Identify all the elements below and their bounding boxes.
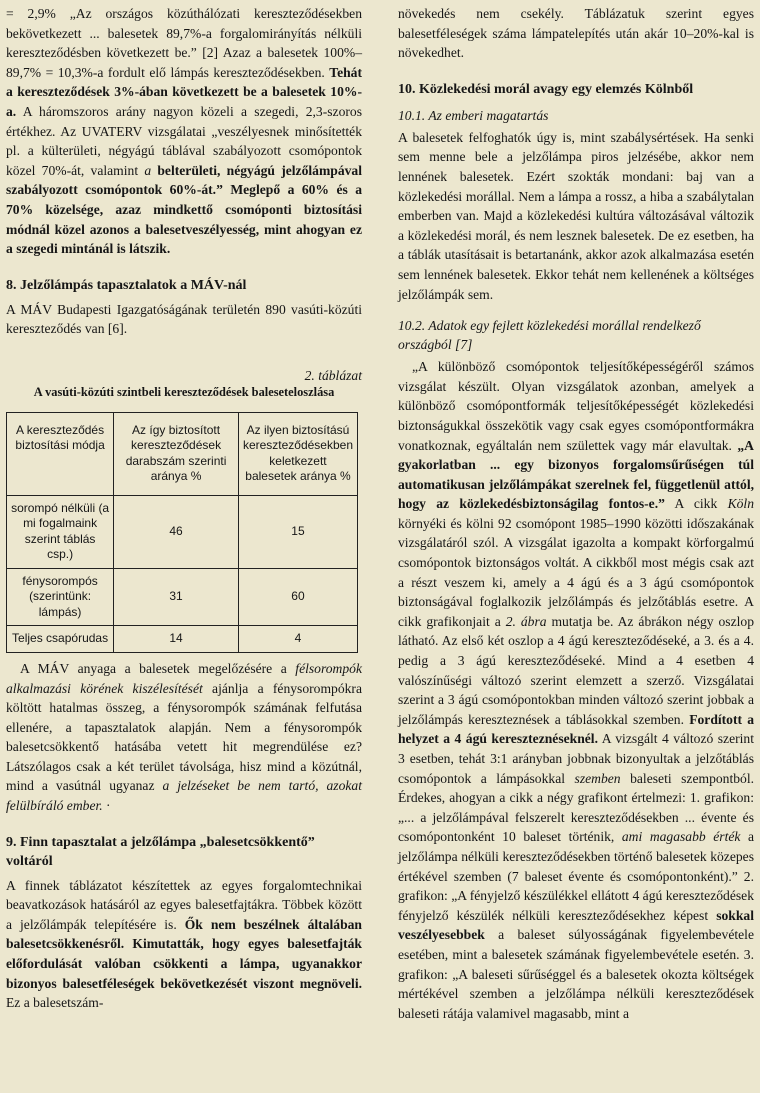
text-run: A háromszoros arány nagyon közeli a szegedi, 2,3-szoros értékhez. Az UVATERV vizsgálatai „veszélyesnek minősítették pl. a külterületi, négyágú táblával szabályozott csomópontok közel 70%-át, valamint [6,103,362,178]
table-row [7,495,358,568]
table-header-row [7,412,358,495]
text-run: = 2,9% „Az országos közúthálózati kereszteződésekben bekövetkezett ... balesetek 89,7%-a forgalomirányítás nélküli kereszteződésben következett be.” [2] Azaz a balesetek 100%–89,7% = 10,3%-a fordult elő lámpás kereszteződésekben. [6,6,362,80]
row-accident-share: 4 [238,626,357,653]
table-title: A vasúti-közúti szintbeli kereszteződések baleseteloszlása [33,384,335,399]
text-run: ajánlja a fénysorompókra költött hatalmas összeg, a fénysorompók számának felfutása ellenére, a tapasztalatok alapján. Nem a fénysorompók balesetcsökkentő hatásába vetett hit megrendülése ez? Látszólagos csak a két terület távolsága, hisz mind a közútnál, mind a vasútnál ugyanaz [6,680,362,794]
text-run: sokkal veszélyesebbek [398,907,754,943]
text-run: Ők nem beszélnek általában balesetcsökkenésről. Kimutatták, hogy egyes balesetfajták előfordulását valóban csökkenti a lámpa, ugyanakkor bizonyos balesetféleségek bekövetkezését viszont megnöveli. [6,916,362,991]
row-accident-share: 60 [238,568,357,626]
text-run: a jelzőlámpa nélküli kereszteződésekben történő balesetek közepes értékével szemben (7 baleset évente és csomópontonként).” 2. grafikon: „A fényjelző készülékkel ellátott 4 ágú kereszteződések fényjelző készülék nélküli kereszteződésekhez képest [398,829,755,923]
left-paragraph-3 [6,659,362,816]
text-run: · [102,798,111,814]
right-column [398,4,754,1023]
header-accident-share: Az ilyen biztosítású kereszteződésekben keletkezett balesetek aránya % [238,412,357,495]
header-protection-mode: A kereszteződés biztosítási módja [7,412,114,495]
text-run: A balesetek felfoghatók úgy is, mint szabálysértések. Ha senki sem menne bele a jelzőlámpa piros jelzésébe, akkor nem lennének balesetek. Ezért szokták mondani: baj van a közlekedési morállal. Nem a lámpa a rossz, a hiba a szabálytalan emberben van. Majd a közlekedési kultúra változásával változik a közlekedési morál, és nem lesznek balesetek. De ez esetben, ha a táblák utasításait is betartanánk, akkor azok alkalmazása esetén sem lennének balesetek. Ekkor tehát nem kellenének a költséges jelzőlámpák sem. [398,129,754,302]
row-count-share: 14 [114,626,239,653]
section-10-1-heading: 10.1. Az emberi magatartás [398,107,549,123]
right-paragraph-2 [398,128,754,304]
section-9-heading: 9. Finn tapasztalat a jelzőlámpa „balesetcsökkentő” voltáról [6,834,315,869]
text-run: baleseti szempontból. Érdekes, ahogyan a cikk a négy grafikont értelmezi: 1. grafikon: „... a jelzőlámpával felszerelt kereszteződésekben ... évente és csomópontonként 10 baleset történik, [398,770,755,845]
section-8-heading: 8. Jelzőlámpás tapasztalatok a MÁV-nál [6,277,247,293]
text-run: növekedés nem csekély. Táblázatuk szerint egyes balesetféleségek száma lámpatelepítés után akár 10–20%-kal is növekedhet. [398,6,754,61]
table-caption: 2. táblázat [304,367,362,383]
table-row [7,626,358,653]
text-run: belterületi, négyágú jelzőlámpával szabályozott csomópontok 60%-át.” Meglepő a 60% és a 70% közelsége, azaz mindkettő csomóponti biztosítási módnál közel azonos a balesetveszélyesség, mint ahogyan ez a szegedi mintánál is látszik. [6,162,362,257]
text-run: a [144,162,152,178]
text-run: a baleset súlyosságának figyelembevétele esetében, mint a balesetek számának figyelembevétele esetén. 3. grafikon: „A baleseti sűrűséggel és a balesetek okozta költségek mértékével szemben a jelzőlámpa nélküli kereszteződések baleseti rátája valamivel magasabb, mint a [398,927,754,1021]
text-run: Ez a balesetszám- [6,995,104,1011]
row-count-share: 31 [114,568,239,626]
section-10-2-heading: 10.2. Adatok egy fejlett közlekedési morállal rendelkező országból [7] [398,318,701,353]
text-run: A vizsgált 4 változó szerint 3 esetben, tehát 3:1 arányban jobbnak bizonyultak a jelzőtáblás csomópontok a lámpásokkal [398,731,754,786]
text-run: a jelzéseket be nem tartó, azokat felülbíráló ember. [6,778,362,814]
header-count-share: Az így biztosított kereszteződések darabszám szerinti aránya % [114,412,239,495]
text-run: mutatja be. Az ábrákon négy oszlop látható. Az első két oszlop a 4 ágú kereszteződéseké, a 3. és a 4. pedig a 3 ágú kereszteződéseké. Mind a 4 esetben 4 valószínűségi változó szerint elemzett a szerző. Vizsgálatai szerint a 3 ágú csomópontokban minden változó szerint jobbak a jelzőlámpás kereszteznések a táblásokkal szemben. [398,613,754,727]
left-column [6,4,362,1013]
text-run: környéki és kölni 92 csomópont 1985–1990 közötti időszakának vizsgálatáról szól. A vizsgálat igazolta a kompakt körforgalmú csomópontok biztonságos voltát. A cikkből most mégis csak azt a részt veszem ki, amely a 4 ágú és a 3 ágú csomópontok biztonságával foglalkozik jelzőlámpás és jelzőtáblás esetre. A cikk grafikonjait a [398,515,754,629]
text-run: szemben [574,770,621,786]
right-paragraph-1 [398,4,754,63]
text-run: Köln [727,496,754,512]
text-run: Tehát a kereszteződések 3%-ában következett be a balesetek 10%-a. [6,64,362,119]
row-count-share: 46 [114,495,239,568]
text-run: ami magasabb érték [621,829,741,845]
text-run: 2. ábra [505,613,547,629]
text-run: A finnek táblázatot készítettek az egyes forgalomtechnikai beavatkozások hatásáról az egyes balesetfajtákra. Többek között a jelzőlámpák telepítésére is. [6,877,362,932]
text-run: A MÁV anyaga a balesetek megelőzésére a [20,660,296,676]
text-run: félsorompók alkalmazási körének kiszélesítését [6,660,362,696]
accident-distribution-table [6,412,358,653]
text-run: A MÁV Budapesti Igazgatóságának területén 890 vasúti-közúti kereszteződés van [6]. [6,301,362,337]
left-paragraph-1 [6,4,362,259]
row-label: Teljes csapórudas [7,626,114,653]
left-paragraph-2 [6,300,362,339]
row-label: sorompó nélküli (a mi fogalmaink szerint táblás csp.) [7,495,114,568]
right-paragraph-3 [398,357,754,1023]
text-run: „A különböző csomópontok teljesítőképességéről számos vizsgálat készült. Olyan vizsgálatok azonban, amelyek a különböző csomópontformák teljesítőképességét közlekedési biztonságukkal összekötik vagy csak egyes csomópontformákra vonatkoznak, egyáltalán nem születtek vagy már elavultak. [398,359,754,453]
text-run: „A gyakorlatban ... egy bizonyos forgalomsűrűségen túl automatikusan jelzőlámpákat szerelnek fel, függetlenül attól, hogy az közlekedésbiztonságilag fontos-e.” [398,437,754,512]
row-label: fénysorompós (szerintünk: lámpás) [7,568,114,626]
section-10-heading: 10. Közlekedési morál avagy egy elemzés Kölnből [398,81,694,97]
table-row [7,568,358,626]
left-paragraph-4 [6,876,362,1013]
text-run: A cikk [664,496,728,512]
row-accident-share: 15 [238,495,357,568]
text-run: Fordított a helyzet a 4 ágú kereszteznéseknél. [398,711,755,747]
